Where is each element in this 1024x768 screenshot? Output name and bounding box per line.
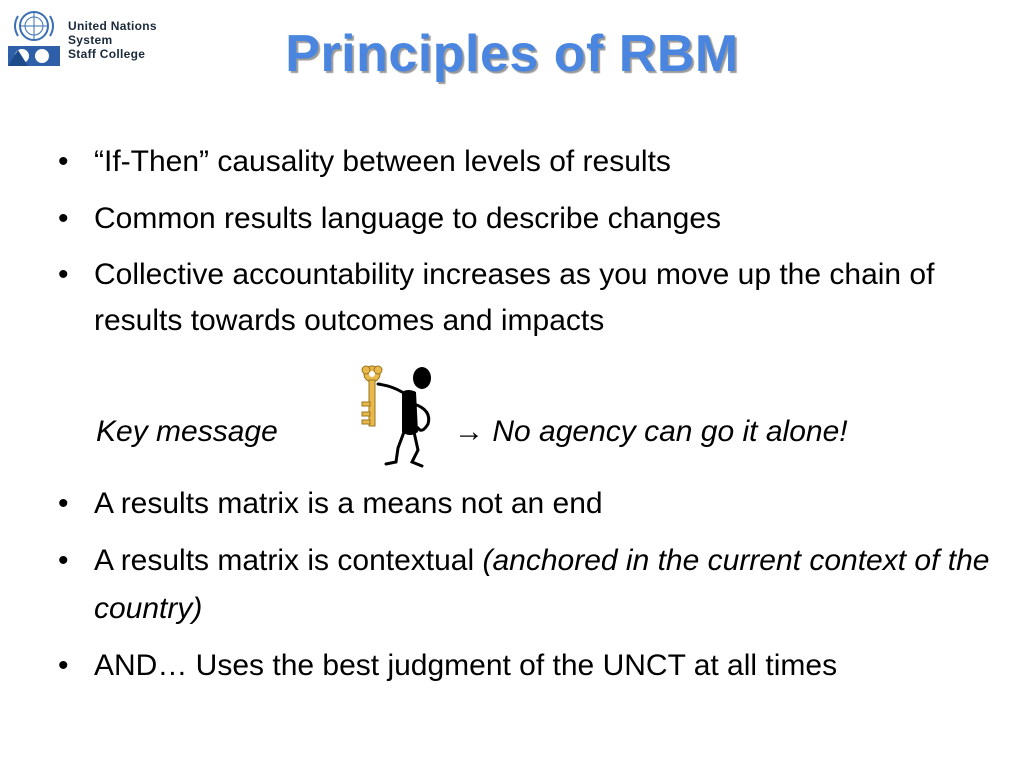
logo-line3: Staff College xyxy=(68,47,146,61)
bullet-text xyxy=(94,537,998,633)
bullet-plain: A results matrix is contextual xyxy=(94,544,483,577)
key-message-text xyxy=(454,415,848,449)
bullet-text xyxy=(94,642,998,690)
list-item xyxy=(58,537,998,633)
bullet-text xyxy=(94,480,998,528)
list-item xyxy=(58,642,998,690)
list-item xyxy=(58,252,998,344)
bullet-text: Common results language to describe changes xyxy=(94,202,722,235)
bullet-list-top xyxy=(58,138,998,353)
logo-line2: System xyxy=(68,33,113,47)
slide-title: Principles of RBM xyxy=(285,25,739,83)
bullet-dot: • xyxy=(58,145,69,178)
key-message-label: Key message xyxy=(96,415,278,448)
list-item xyxy=(58,195,998,243)
bullet-dot: • xyxy=(58,487,69,520)
arrow-icon: → xyxy=(454,415,484,448)
list-item xyxy=(58,138,998,186)
bullet-text: Collective accountability increases as you move up the chain of results towards outcomes and impacts xyxy=(94,258,935,337)
bullet-dot: • xyxy=(58,258,69,291)
bullet-dot: • xyxy=(58,544,69,577)
logo-line1: United Nations xyxy=(68,19,157,33)
bullet-italic: (anchored in the current context of the country) xyxy=(94,544,990,625)
key-message-body: No agency can go it alone! xyxy=(492,415,848,448)
bullet-plain: A results matrix is a means not an end xyxy=(94,487,603,520)
bullet-plain: AND… Uses the best judgment of the UNCT at all times xyxy=(94,649,838,682)
list-item xyxy=(58,480,998,528)
key-figure-icon xyxy=(352,362,442,470)
bullet-text: “If-Then” causality between levels of results xyxy=(94,145,671,178)
bullet-dot: • xyxy=(58,202,69,235)
bullet-dot: • xyxy=(58,649,69,682)
key-message xyxy=(96,405,996,485)
bullet-list-bottom xyxy=(58,480,998,699)
